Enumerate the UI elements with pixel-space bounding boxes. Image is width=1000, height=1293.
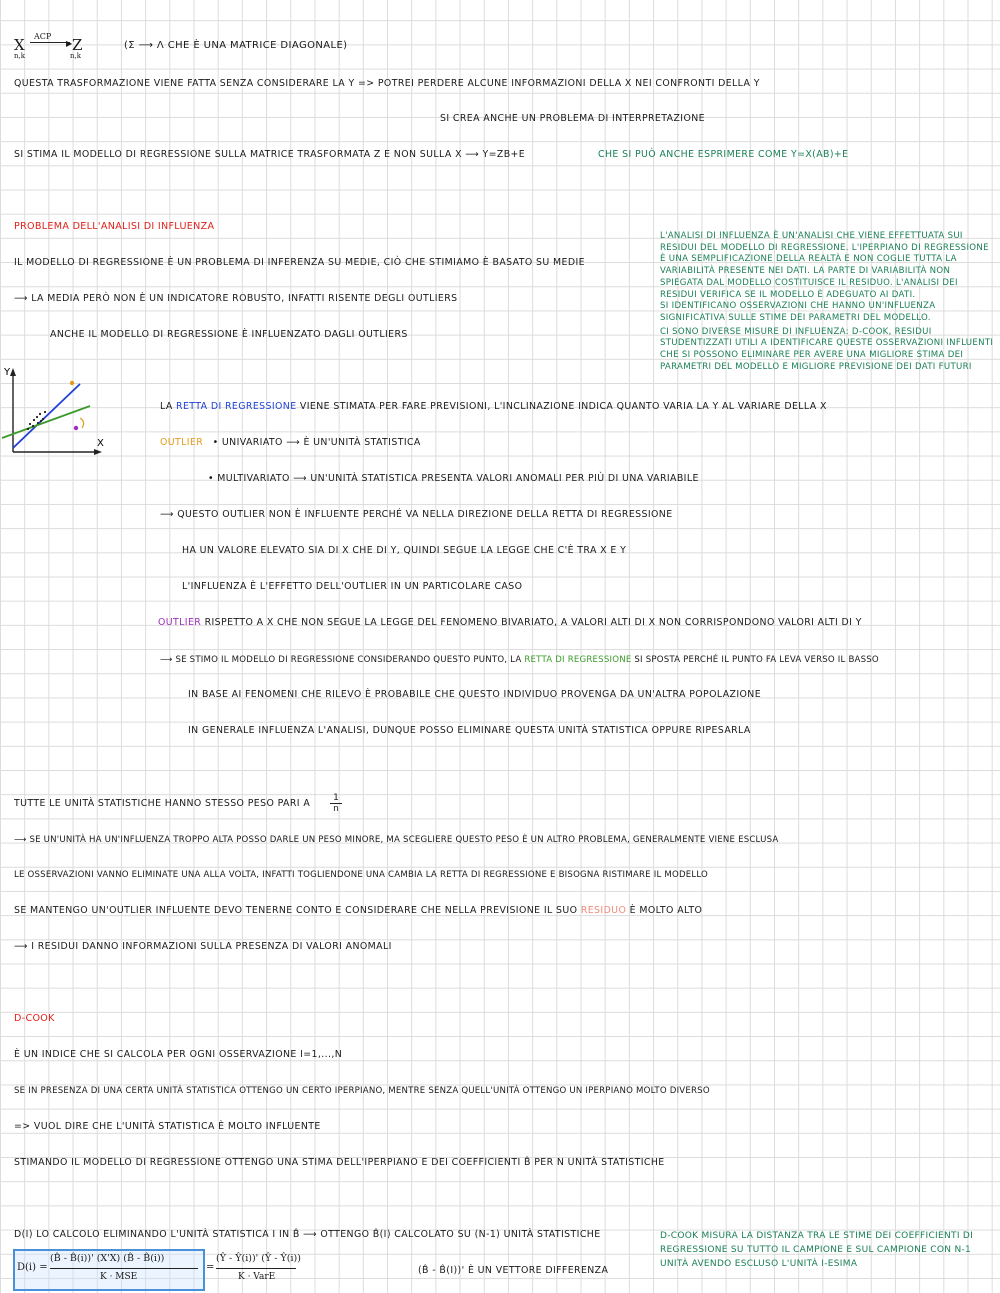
line-23: SE IN PRESENZA DI UNA CERTA UNITÀ STATISTICA OTTENGO UN CERTO IPERPIANO, MENTRE SENZA QUELL'UNITÀ OTTENGO UN IPERPIANO MOLTO DIVERSO [14, 1086, 710, 1096]
y-axis-label: Y [4, 367, 11, 378]
line-7 [160, 401, 827, 413]
line-14a: ⟶ SE STIMO IL MODELLO DI REGRESSIONE CONSIDERANDO QUESTO PUNTO, LA [160, 655, 522, 665]
line-13b: RISPETTO A X CHE NON SEGUE LA LEGGE DEL FENOMENO BIVARIATO, A VALORI ALTI DI X NON CORRISPONDONO VALORI ALTI DI Y [204, 617, 862, 628]
formula-fraction-bar-2 [216, 1268, 296, 1269]
line-10: ⟶ QUESTO OUTLIER NON È INFLUENTE PERCHÉ VA NELLA DIREZIONE DELLA RETTA DI REGRESSIONE [160, 509, 673, 520]
line-20-residuo: RESIDUO [580, 905, 627, 916]
line-21: ⟶ I RESIDUI DANNO INFORMAZIONI SULLA PRESENZA DI VALORI ANOMALI [14, 941, 392, 952]
note-influenza [660, 231, 995, 373]
x-matrix-sub: n,k [14, 52, 25, 60]
line-11: HA UN VALORE ELEVATO SIA DI X CHE DI Y, QUINDI SEGUE LA LEGGE CHE C'È TRA X E Y [182, 545, 627, 556]
line-3a: SI STIMA IL MODELLO DI REGRESSIONE SULLA MATRICE TRASFORMATA Z E NON SULLA X ⟶ Y=ZB+E [14, 149, 526, 160]
note-influenza-p3: CI SONO DIVERSE MISURE DI INFLUENZA: D-COOK, RESIDUI STUDENTIZZATI UTILI A IDENTIFICARE QUESTE OSSERVAZIONI INFLUENTI CHE SI POSSONO ELIMINARE PER AVERE UNA MIGLIORE STIMA DEI PARAMETRI DEL MODELLO E MIGLIORE PREVISIONE DEI DATI FUTURI [660, 326, 994, 372]
formula-fraction-bar-1 [50, 1268, 198, 1269]
line-1: QUESTA TRASFORMAZIONE VIENE FATTA SENZA CONSIDERARE LA Y => POTREI PERDERE ALCUNE INFORMAZIONI DELLA X NEI CONFRONTI DELLA Y [14, 78, 760, 89]
fraction-den: n [333, 804, 339, 814]
one-over-n [330, 793, 342, 814]
line-19: LE OSSERVAZIONI VANNO ELIMINATE UNA ALLA VOLTA, INFATTI TOGLIENDONE UNA CAMBIA LA RETTA DI REGRESSIONE E BISOGNA RISTIMARE IL MODELLO [14, 870, 709, 880]
line-6: ANCHE IL MODELLO DI REGRESSIONE È INFLUENZATO DAGLI OUTLIERS [50, 329, 408, 340]
line-8b: • UNIVARIATO ⟶ È UN'UNITÀ STATISTICA [212, 437, 421, 448]
formula-lhs: D(i) = [17, 1262, 48, 1273]
note-dcook: D-COOK MISURA LA DISTANZA TRA LE STIME DEI COEFFICIENTI DI REGRESSIONE SU TUTTO IL CAMPIONE E SUL CAMPIONE CON N-1 UNITÀ AVENDO ESCLUSO L'UNITÀ I-ESIMA [660, 1231, 974, 1269]
line-2: SI CREA ANCHE UN PROBLEMA DI INTERPRETAZIONE [440, 113, 705, 124]
x-axis-label: X [97, 438, 104, 449]
line-20 [14, 905, 702, 917]
fraction-num: 1 [333, 793, 339, 803]
formula-num2: (Ŷ - Ŷ(i))' (Ŷ - Ŷ(i)) [216, 1253, 301, 1264]
acp-arrow-label: ACP [34, 32, 52, 41]
line-9: • MULTIVARIATO ⟶ UN'UNITÀ STATISTICA PRESENTA VALORI ANOMALI PER PIÙ DI UNA VARIABILE [208, 473, 699, 484]
line-27: (B̂ - B̂(I))' È UN VETTORE DIFFERENZA [418, 1265, 609, 1276]
line-3b: CHE SI PUÒ ANCHE ESPRIMERE COME Y=X(AB)+E [598, 149, 849, 160]
line-20c: È MOLTO ALTO [629, 905, 703, 916]
sigma-lambda-text: (Σ ⟶ Λ CHE È UNA MATRICE DIAGONALE) [124, 40, 348, 51]
y-axis-arrow [10, 368, 16, 376]
line-17-text: TUTTE LE UNITÀ STATISTICHE HANNO STESSO PESO PARI A [14, 798, 311, 809]
formula-eq2: = [206, 1262, 215, 1273]
line-5: ⟶ LA MEDIA PERÒ NON È UN INDICATORE ROBUSTO, INFATTI RISENTE DEGLI OUTLIERS [14, 293, 458, 304]
line-12: L'INFLUENZA È L'EFFETTO DELL'OUTLIER IN UN PARTICOLARE CASO [182, 581, 523, 592]
note-influenza-p1: L'ANALISI DI INFLUENZA È UN'ANALISI CHE VIENE EFFETTUATA SUI RESIDUI DEL MODELLO DI REGRESSIONE. L'IPERPIANO DI REGRESSIONE È UNA SEMPLIFICAZIONE DELLA REALTÀ E NON COGLIE TUTTA LA VARIABILITÀ PRESENTE NEI DATI. LA PARTE DI VARIABILITÀ NON SPIEGATA DAL MODELLO COSTITUISCE IL RESIDUO. L'ANALISI DEI RESIDUI VERIFICA SE IL MODELLO È ADEGUATO AI DATI. [660, 231, 989, 300]
line-4: IL MODELLO DI REGRESSIONE È UN PROBLEMA DI INFERENZA SU MEDIE, CIÒ CHE STIMIAMO È BASATO SU MEDIE [14, 257, 585, 268]
line-15: IN BASE AI FENOMENI CHE RILEVO È PROBABILE CHE QUESTO INDIVIDUO PROVENGA DA UN'ALTRA POPOLAZIONE [188, 689, 762, 700]
line-13-outlier: OUTLIER [158, 617, 202, 628]
line-14c: SI SPOSTA PERCHÉ IL PUNTO FA LEVA VERSO IL BASSO [634, 655, 879, 665]
line-8-outlier: OUTLIER [160, 437, 204, 448]
z-matrix-sub: n,k [70, 52, 81, 60]
formula-num1: (B̂ - B̂(i))' (X'X) (B̂ - B̂(i)) [50, 1253, 165, 1264]
line-20a: SE MANTENGO UN'OUTLIER INFLUENTE DEVO TENERNE CONTO E CONSIDERARE CHE NELLA PREVISIONE IL SUO [14, 905, 578, 916]
arrow-head: ▶ [66, 39, 73, 48]
z-matrix: Z [72, 36, 83, 54]
shift-arrow [80, 418, 84, 428]
line-7a: LA [160, 401, 173, 412]
green-regression-line [2, 406, 90, 438]
formula-den2: K · VarE [238, 1272, 276, 1282]
x-matrix: X [14, 36, 25, 54]
outlier-orange-point [70, 381, 74, 385]
note-influenza-p2: SI IDENTIFICANO OSSERVAZIONI CHE HANNO UN'INFLUENZA SIGNIFICATIVA SULLE STIME DEI PARAMETRI DEL MODELLO. [660, 301, 936, 323]
heading-influenza: PROBLEMA DELL'ANALISI DI INFLUENZA [14, 221, 215, 232]
line-13 [158, 617, 862, 629]
line-7-retta: RETTA DI REGRESSIONE [176, 401, 297, 412]
line-24: => VUOL DIRE CHE L'UNITÀ STATISTICA È MOLTO INFLUENTE [14, 1121, 321, 1132]
line-14-retta: RETTA DI REGRESSIONE [524, 655, 632, 665]
formula-den1: K · MSE [100, 1272, 138, 1282]
line-18: ⟶ SE UN'UNITÀ HA UN'INFLUENZA TROPPO ALTA POSSO DARLE UN PESO MINORE, MA SCEGLIERE QUESTO PESO È UN ALTRO PROBLEMA, GENERALMENTE VIENE ESCLUSA [14, 835, 779, 845]
x-axis-arrow [94, 449, 102, 455]
line-22: È UN INDICE CHE SI CALCOLA PER OGNI OSSERVAZIONE I=1,...,N [14, 1049, 343, 1060]
line-14 [160, 654, 879, 666]
regression-sketch [0, 362, 112, 462]
acp-formula [14, 32, 394, 62]
line-8 [160, 437, 421, 449]
line-26: D(I) LO CALCOLO ELIMINANDO L'UNITÀ STATISTICA I IN B̂ ⟶ OTTENGO B̂(I) CALCOLATO SU (N-1) UNITÀ STATISTICHE [14, 1229, 601, 1240]
blue-regression-line [13, 384, 80, 448]
heading-dcook: D-COOK [14, 1013, 55, 1024]
line-7c: VIENE STIMATA PER FARE PREVISIONI, L'INCLINAZIONE INDICA QUANTO VARIA LA Y AL VARIARE DELLA X [299, 401, 827, 412]
line-16: IN GENERALE INFLUENZA L'ANALISI, DUNQUE POSSO ELIMINARE QUESTA UNITÀ STATISTICA OPPURE RIPESARLA [188, 725, 751, 736]
line-25: STIMANDO IL MODELLO DI REGRESSIONE OTTENGO UNA STIMA DELL'IPERPIANO E DEI COEFFICIENTI B̂ PER N UNITÀ STATISTICHE [14, 1157, 665, 1168]
line-17 [14, 798, 310, 810]
outlier-purple-point [74, 426, 78, 430]
acp-arrow [30, 42, 70, 43]
